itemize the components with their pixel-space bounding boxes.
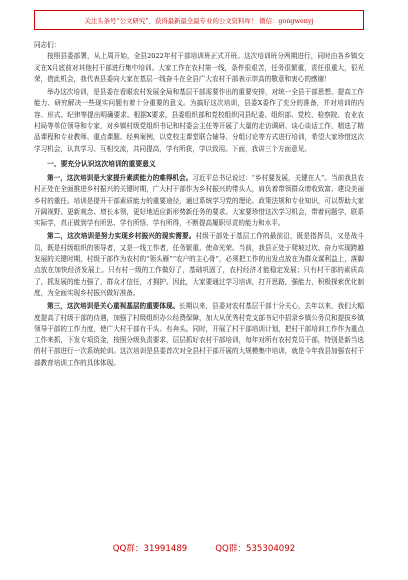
greeting: 同志们： xyxy=(34,41,61,49)
item-text: 习近平总书记说过：“乡村要发展，关键在人”。当前我县农村正处在全面推进乡村振兴的关键时期，广大村干部作为乡村振兴的带头人，肩负着带领群众增收致富、建设美丽乡村的重任。培训是提升干部素质能力的重要途径，通过系统学习党的理论、政策法规和专业知识，可以帮助大家开阔视野、更新观念、增长本领，更好地适应新形势新任务的要求。大家要珍惜这次学习机会，带着问题学、联系实际学，真正做到学有所思、学有所悟、学有所得，不断提高履职尽责的能力和水平。 xyxy=(34,173,365,228)
banner-contact: 微信：gongwenyj xyxy=(259,16,314,25)
document-body xyxy=(34,40,364,369)
section-item-2 xyxy=(34,231,364,299)
footer-qq-group-2: QQ群：535304092 xyxy=(215,544,296,554)
section-heading: 一、要充分认识这次培训的重要意义 xyxy=(47,159,156,168)
item-text: 村级干部处于基层工作的最前沿，既是指挥员，又是战斗员，既是村级组织的领导者，又是一线工作者，任务繁重、使命光荣。当前，我县正处于爬坡过坎、奋力实现跨越发展的关键时期，村级干部作为农村的“领头雁”“农户的主心骨”，必须把工作的出发点放在为群众谋利益上，落脚点放在加快经济发展上。只有村一级的工作做好了，基础巩固了，农村经济才能稳定发展；只有村干部的素质高了，抓发展的能力强了，群众才信任，才拥护。因此，大家要通过学习培训，打开思路，强能力，积极探索优化制度，为全面实现乡村振兴做好准备。 xyxy=(34,232,365,297)
section-item-3 xyxy=(34,301,364,369)
footer-contacts xyxy=(0,542,408,556)
item-lead: 第二，这次培训是努力实现乡村振兴的现实需要。 xyxy=(47,232,196,241)
item-lead: 第一，这次培训是大家提升素质能力的难得机会。 xyxy=(47,173,193,182)
footer-qq-group-1: QQ群：31991489 xyxy=(112,544,188,554)
paragraph-intro: 按照县委部署，从上周开始，全县2022年村干部培训班正式开班。这次培训班分两期进行，同时由各乡镇交叉在X月底前对其他村干部进行集中培训。大家工作在农村第一线，条件很艰苦，任务很繁重，责任很重大，很光荣，借此机会，我代表县委向大家在基层一线奋斗在全县广大农村干部表示崇高的敬意和衷心的感谢！ xyxy=(34,52,364,83)
section-item-1 xyxy=(34,173,364,229)
item-text: 长期以来，县委对农村基层干部十分关心，去年以来，我们大幅度提高了村级干部的待遇，加强了村级组织办公经费保障，加大从优秀村党支部书记中招录乡镇公务员和提拔乡镇领导干部的工作力度，使广大村干部有干头、有奔头。同时，开展了村干部培训计划，把村干部培训工作作为重点工作来抓，下发专项资金，按照分级负责要求，层层抓好农村干部培训，每年对所有农村党员干部，特别是新当选的村干部进行一次系统轮训。这次培训是县委首次对全县村干部开展的大规模集中培训，就是今年我县加强农村干部教育培训工作的具体体现。 xyxy=(34,302,365,367)
banner-text: 关注头条号“公文研究”，获得最新最全最专业的公文资料库！ xyxy=(84,16,258,25)
header-banner xyxy=(34,10,364,30)
item-lead: 第三，这次培训是关心重视基层的重要体现。 xyxy=(47,302,180,311)
paragraph-arrangement: 举办这次培训，是县委在看眼农村发展全局和基层干部需要作出的重要安排，对统一全县干部思想、提高工作能力、研究解决一些现实问题有着十分重要的意义。为搞好这次培训，县委X委作了充分的准备，并对培训的内容、形式、纪律等提出明确要求。根据X要求，县委组织部和党校组织同县纪委、组织部、党校、检察院、农业农村局等单位领导和专家，对乡镇村级党组织书记和村委会主任等开展了大量的走访调研、谈心谈话工作，精选了精品课程和专业教师、重点课题、经典案例，以党校主课堂联合辅导、分组讨论等方式进行培训，希望大家珍惜这次学习机会，认真学习、互相交流，共同提高，学有所获，学以致用。下面，我讲三个方面意见。 xyxy=(34,88,364,153)
